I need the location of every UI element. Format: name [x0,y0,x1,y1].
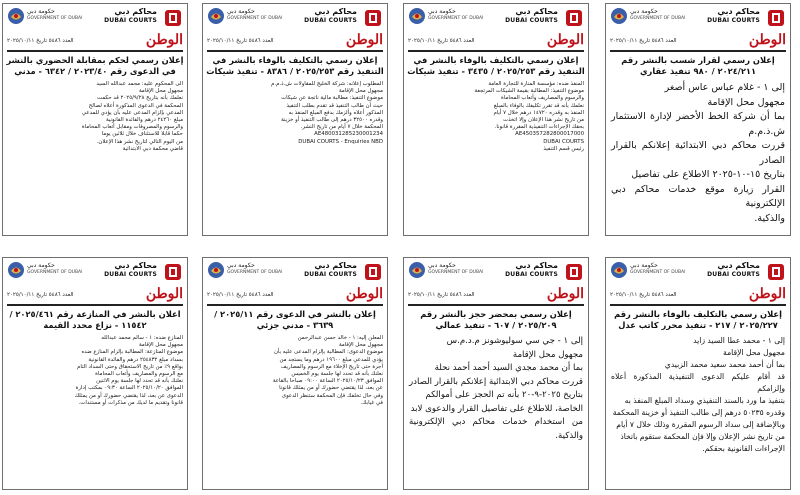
issue-date: العدد ٥٤٨٦ تاريخ ٢٠٢٥/١٠/١١ [408,292,475,298]
notice-body [7,81,183,153]
notice-line: نعلمك بأنه بتاريخ ٢٠٢٥/٩/٢٨ قد حكمت [96,95,183,102]
notice-body [611,81,785,226]
courts-name-en: DUBAI COURTS [104,17,157,24]
government-name-en: GOVERNMENT OF DUBAI [227,270,283,275]
notice-line: قررت محاكم دبي الابتدائية إعلانكم بالقرار الصادر [611,140,785,166]
notice-line: موضوع المنازعة: المطالبة بإلزام المنازع ضده [81,349,183,356]
notice-header [203,258,387,304]
government-name-en: GOVERNMENT OF DUBAI [27,16,83,21]
government-name-ar: حكومة دبي [27,262,55,269]
notice-line: نعلنك بأنه قد تحدد لها جلسة يوم الخميس [291,371,383,378]
notice-line: المنفذ به وقدره ١٤٧٢٠ درهم خلال ٧ أيام [493,109,584,116]
notice-header [606,258,790,304]
government-name-ar: حكومة دبي [630,262,658,269]
notice-line: والذكية. [754,212,785,224]
notice-line: الخاصة، للاطلاع على تفاصيل القرار والدعوى لابد [410,403,583,414]
newspaper-title: الوطن [546,32,584,48]
government-emblem-icon [207,261,225,279]
notice-line: والرسوم والمصاريف وأتعاب المحاماة [500,95,584,102]
dubai-courts-logo-icon [163,8,183,28]
notice-line: حيث أن طالب التنفيذ قد تقدم بطلب التنفيذ [286,102,383,109]
notice-title: إعلان رسمي لحكم بمقابلة الحضوري بالنشر في الدعوى رقم ٢٠٢٣/٤٠ / ٦٣٤٢ - مدني [6,55,184,76]
notice-body [207,335,383,407]
notice-line: يؤدي للمدعي مبلغ ١٩٦٠٠ درهم وما يستجد من [279,356,383,363]
notice-line: موضوع التنفيذ: مطالبة مالية ناتجة عن شيكات [281,95,383,102]
notice-line: المدعي بإلزام المدعى عليه بأن يؤدي للمدعي [81,109,183,116]
newspaper-title: الوطن [748,32,786,48]
notice-header [404,4,588,50]
notice-body [408,81,584,153]
dubai-courts-logo-icon [564,8,584,28]
government-name-ar: حكومة دبي [27,8,55,15]
notice-line: المحكمة في الدعوى المذكورة أعلاه لصالح [88,102,183,109]
newspaper-title: الوطن [748,286,786,302]
notice-line: بما أن شركة الخط الأخضر لإدارة الاستثمار ش.ذ.م.م [611,111,785,137]
notice-card-6 [403,257,589,490]
notice-body [611,335,785,455]
courts-name-ar: محاكم دبي [515,7,558,16]
notice-card-3 [202,3,388,236]
newspaper-title: الوطن [546,286,584,302]
notice-line: بسداد مبلغ ٢٥٤٨٣٢ درهم والفائدة القانونية [88,356,183,363]
notice-line: الى المحكوم عليه: محمد عبدالله السيد [96,81,183,87]
government-name-en: GOVERNMENT OF DUBAI [428,270,484,275]
government-name-ar: حكومة دبي [227,262,255,269]
notice-line: حكما قابلا للاستئناف خلال ثلاثين يوما [101,131,183,138]
courts-name-en: DUBAI COURTS [707,17,760,24]
notice-line: مجهول محل الإقامة [707,96,785,108]
notice-header [606,4,790,50]
notice-line: مع الرسوم والمصاريف وأتعاب المحاماة [95,371,183,378]
government-emblem-icon [7,261,25,279]
divider [408,304,584,306]
newspaper-title: الوطن [145,286,183,302]
newspaper-title: الوطن [145,32,183,48]
divider [408,50,584,52]
issue-date: العدد ٥٤٨٦ تاريخ ٢٠٢٥/١٠/١١ [610,38,677,44]
notice-line: بتاريخ ٢٠٢٥-٩-٢٠ بأنه تم الحجز على أموالكم [425,390,583,400]
government-name-en: GOVERNMENT OF DUBAI [630,16,686,21]
notice-line: بواقع ٩٪ من تاريخ الاستحقاق وحتى السداد التام [77,363,183,370]
notice-line: والرسوم والمصروفات ومقابل أتعاب المحاماة [81,124,183,131]
courts-name-ar: محاكم دبي [515,261,558,270]
notice-line: المنفذ ضده: مؤسسة المنارة للتجارة العامة [488,81,584,87]
government-name-en: GOVERNMENT OF DUBAI [428,16,484,21]
notice-line: الإجراءات القانونية بحقكم. [702,444,785,453]
notice-line: بتنفيذ ما ورد بالسند التنفيذي وسداد المبلغ المنفذ به [624,396,785,405]
newspaper-title: الوطن [345,32,383,48]
notice-body [207,81,383,146]
notice-line: نعلنك بأنه قد تحدد لها جلسة يوم الاثنين [96,378,183,385]
courts-name-ar: محاكم دبي [314,7,357,16]
notice-line: بحقك الإجراءات التنفيذية المقررة قانونا. [494,124,584,131]
divider [207,304,383,306]
issue-date: العدد ٥٤٨٦ تاريخ ٢٠٢٥/١٠/١١ [207,292,274,298]
notice-line: مبلغ ٢٤٢٦٠ درهم والفائدة القانونية [105,117,183,124]
notice-card-7 [202,257,388,490]
notice-line: مجهول محل الإقامة [139,342,183,349]
notice-line: المنازع ضده: ١ - سالم محمد عبدالله [101,335,183,341]
notice-body [7,335,183,407]
notice-line: من اليوم التالي لتاريخ نشر هذا الإعلان. [96,138,183,145]
notice-line: الموافق ٢٠٢٥/١٠/٢٠ الساعة ٠٩:٣٠ بمكتب إدارة [75,385,183,392]
notice-line: بما أن أحمد محمد سعيد محمد الزبيدي [664,360,785,369]
government-emblem-icon [207,7,225,25]
notice-line: قانونا وتقديم ما لديك من مذكرات أو مستندات. [78,399,183,406]
notice-line: نعلمك بأنه قد تقرر تكليفك بالوفاء بالمبلغ [493,102,584,109]
notice-line: بتاريخ ١٥-١٠-٢٠٢٥ الاطلاع على تفاصيل [631,169,785,180]
notice-title: إعلان رسمي بمحضر حجز بالنشر رقم ٢٠٢٥/٢٠٩ / ٦٠٧ - تنفيذ عمالي [420,309,572,330]
notice-line: إلى ١ - غلام عباس عاس أصغر [664,82,785,93]
notice-line: الدعوى عن بعد، لذا يقتضي حضورك أو من يمثلك [74,392,183,399]
dubai-courts-logo-icon [363,262,383,282]
notice-card-1 [605,3,791,236]
notice-line: وفي حال تخلفك فإن المحكمة ستنظر الدعوى [281,392,383,399]
notice-line: قررت محاكم دبي الابتدائية إعلانكم بالقرار الصادر [408,376,583,387]
dubai-courts-logo-icon [163,262,183,282]
courts-name-ar: محاكم دبي [717,261,760,270]
notice-header [3,258,187,304]
government-emblem-icon [610,7,628,25]
government-name-en: GOVERNMENT OF DUBAI [227,16,283,21]
notice-line: مجهول محل الإقامة [339,342,383,349]
government-name-ar: حكومة دبي [630,8,658,15]
notice-line: الموافق ٢٠٢٥/١٠/٢٣ الساعة ٠٩:٠٠ صباحا بالقاعة [272,378,383,385]
divider [610,304,786,306]
courts-name-en: DUBAI COURTS [707,271,760,278]
notice-line: وقدره ٣٢٥٠٠ درهم إلى طالب التنفيذ أو خزينة [281,117,383,124]
newspaper-title: الوطن [345,286,383,302]
notice-line: مجهول محل الإقامة [339,88,383,95]
notice-title: إعلان رسمي بالتكليف بالوفاء بالنشر رقم ٢٠٢٥/٢٢٧ / ٢١٧ - تنفيذ محرر كاتب عدل [614,309,782,330]
notice-line: موضوع الدعوى: المطالبة بإلزام المدعى عليه بأن [273,349,383,356]
government-emblem-icon [610,261,628,279]
notice-line: بما أن محمد مجدي السيد أحمد أحمد نحلة [434,363,583,373]
notice-line: المحكمة خلال ٧ أيام من تاريخ النشر. [300,124,383,131]
notice-line: إلى ١ - محمد عطا السيد زايد [693,336,785,345]
notice-line: قد أقام عليكم الدعوى التنفيذية المذكورة أعلاه وإلزامكم [611,372,785,393]
notice-card-4 [2,3,188,236]
notice-card-5 [605,257,791,490]
government-emblem-icon [408,7,426,25]
notice-line: من تاريخ نشر الإعلان وإلا فإن المحكمة ستقوم باتخاذ [620,432,785,441]
issue-date: العدد ٥٤٨٦ تاريخ ٢٠٢٥/١٠/١١ [408,38,475,44]
courts-name-en: DUBAI COURTS [505,271,558,278]
notice-card-2 [403,3,589,236]
notice-title: إعلان رسمي بالتكليف بالوفاء بالنشر في التنفيذ رقم ٢٠٢٥/٢٥٣ / ٨٣٨٦ - تنفيذ شيكات [206,55,384,76]
government-name-en: GOVERNMENT OF DUBAI [27,270,83,275]
notice-line: المطلوب إعلانه: شركة الخليج للمقاولات ش.ذ.م.م [271,81,383,87]
notice-line: مجهول محل الإقامة [723,348,785,357]
notice-line: وقدره ٥٠٢٣٥ درهم إلى طالب التنفيذ أو خزينة المحكمة [612,408,785,417]
divider [207,50,383,52]
courts-name-en: DUBAI COURTS [304,17,357,24]
notice-line: مجهول محل الإقامة [139,88,183,95]
divider [610,50,786,52]
notice-title: اعلان بالنشر في المنازعة رقم ٢٠٢٥/٤٦١ / ١١٥٤٢ - نزاع محدد القيمة [9,309,181,330]
notice-card-8 [2,257,188,490]
government-name-ar: حكومة دبي [227,8,255,15]
notice-header [3,4,187,50]
notice-line: موضوع التنفيذ: المطالبة بقيمة الشيكات المرتجعة [474,88,584,95]
notice-line: عن بعد، لذا يقتضي حضورك أو من يمثلك قانونا [279,385,383,392]
notice-line: القرار زيارة موقع خدمات محاكم دبي الإلكترونية [611,183,785,209]
divider [7,304,183,306]
issue-date: العدد ٥٤٨٦ تاريخ ٢٠٢٥/١٠/١١ [7,292,74,298]
courts-name-en: DUBAI COURTS [104,271,157,278]
notice-line: AE450357282800017000 [515,131,584,138]
government-emblem-icon [7,7,25,25]
notice-line: وبالإضافة إلى سداد الرسوم المقررة وذلك خلال ٧ أيام [616,420,785,429]
notice-line: AE480031285230001234 [314,131,383,138]
issue-date: العدد ٥٤٨٦ تاريخ ٢٠٢٥/١٠/١١ [207,38,274,44]
notice-line: DUBAI COURTS [543,138,584,145]
government-emblem-icon [408,261,426,279]
notice-line: في غيابك. [360,399,383,406]
notice-line: المذكور أعلاه وألزمك بدفع المبلغ المنفذ به [288,109,383,116]
notice-line: إلى ١ - جي سي سوليوشونز م.د.م.س [446,336,583,346]
notice-line: المعلن إليه: ١ - خالد حسن عبدالرحمن [297,335,383,341]
notice-title: إعلان رسمي بالتكليف بالوفاء بالنشر في التنفيذ رقم ٢٠٢٥/٢٥٣ / ٣٤٣٥ - تنفيذ شيكات [407,55,585,76]
government-name-ar: حكومة دبي [428,8,456,15]
notice-body [409,335,583,443]
notice-line: قاضي محكمة دبي الابتدائية [122,145,183,152]
courts-name-ar: محاكم دبي [314,261,357,270]
notice-line: رئيس قسم التنفيذ [543,145,584,152]
government-name-en: GOVERNMENT OF DUBAI [630,270,686,275]
notice-line: من استخدام خدمات محاكم دبي الإلكترونية والذكية. [409,417,583,441]
government-name-ar: حكومة دبي [428,262,456,269]
dubai-courts-logo-icon [564,262,584,282]
dubai-courts-logo-icon [363,8,383,28]
courts-name-ar: محاكم دبي [114,7,157,16]
notice-title: إعلان رسمي لقرار شسب بالنشر رقم ٢٠٢٤/٢١١ / ٩٨٠ تنفيذ عقاري [621,55,775,76]
dubai-courts-logo-icon [766,262,786,282]
notice-line: أجرة حتى تاريخ الإخلاء مع الرسوم والمصاريف [280,363,383,370]
notice-header [404,258,588,304]
courts-name-ar: محاكم دبي [114,261,157,270]
divider [7,50,183,52]
courts-name-ar: محاكم دبي [717,7,760,16]
courts-name-en: DUBAI COURTS [304,271,357,278]
notice-title: إعلان بالنشر في الدعوى رقم ٢٠٢٥/١١ / ٣٦٣٩ - مدني جزئي [214,309,376,330]
notice-line: مجهول محل الإقامة [512,349,583,360]
issue-date: العدد ٥٤٨٦ تاريخ ٢٠٢٥/١٠/١١ [610,292,677,298]
notice-line: من تاريخ نشر هذا الإعلان وإلا اتخذت [503,117,584,124]
notice-line: DUBAI COURTS - Enquiries NBD [298,138,383,145]
dubai-courts-logo-icon [766,8,786,28]
issue-date: العدد ٥٤٨٦ تاريخ ٢٠٢٥/١٠/١١ [7,38,74,44]
notice-header [203,4,387,50]
courts-name-en: DUBAI COURTS [505,17,558,24]
